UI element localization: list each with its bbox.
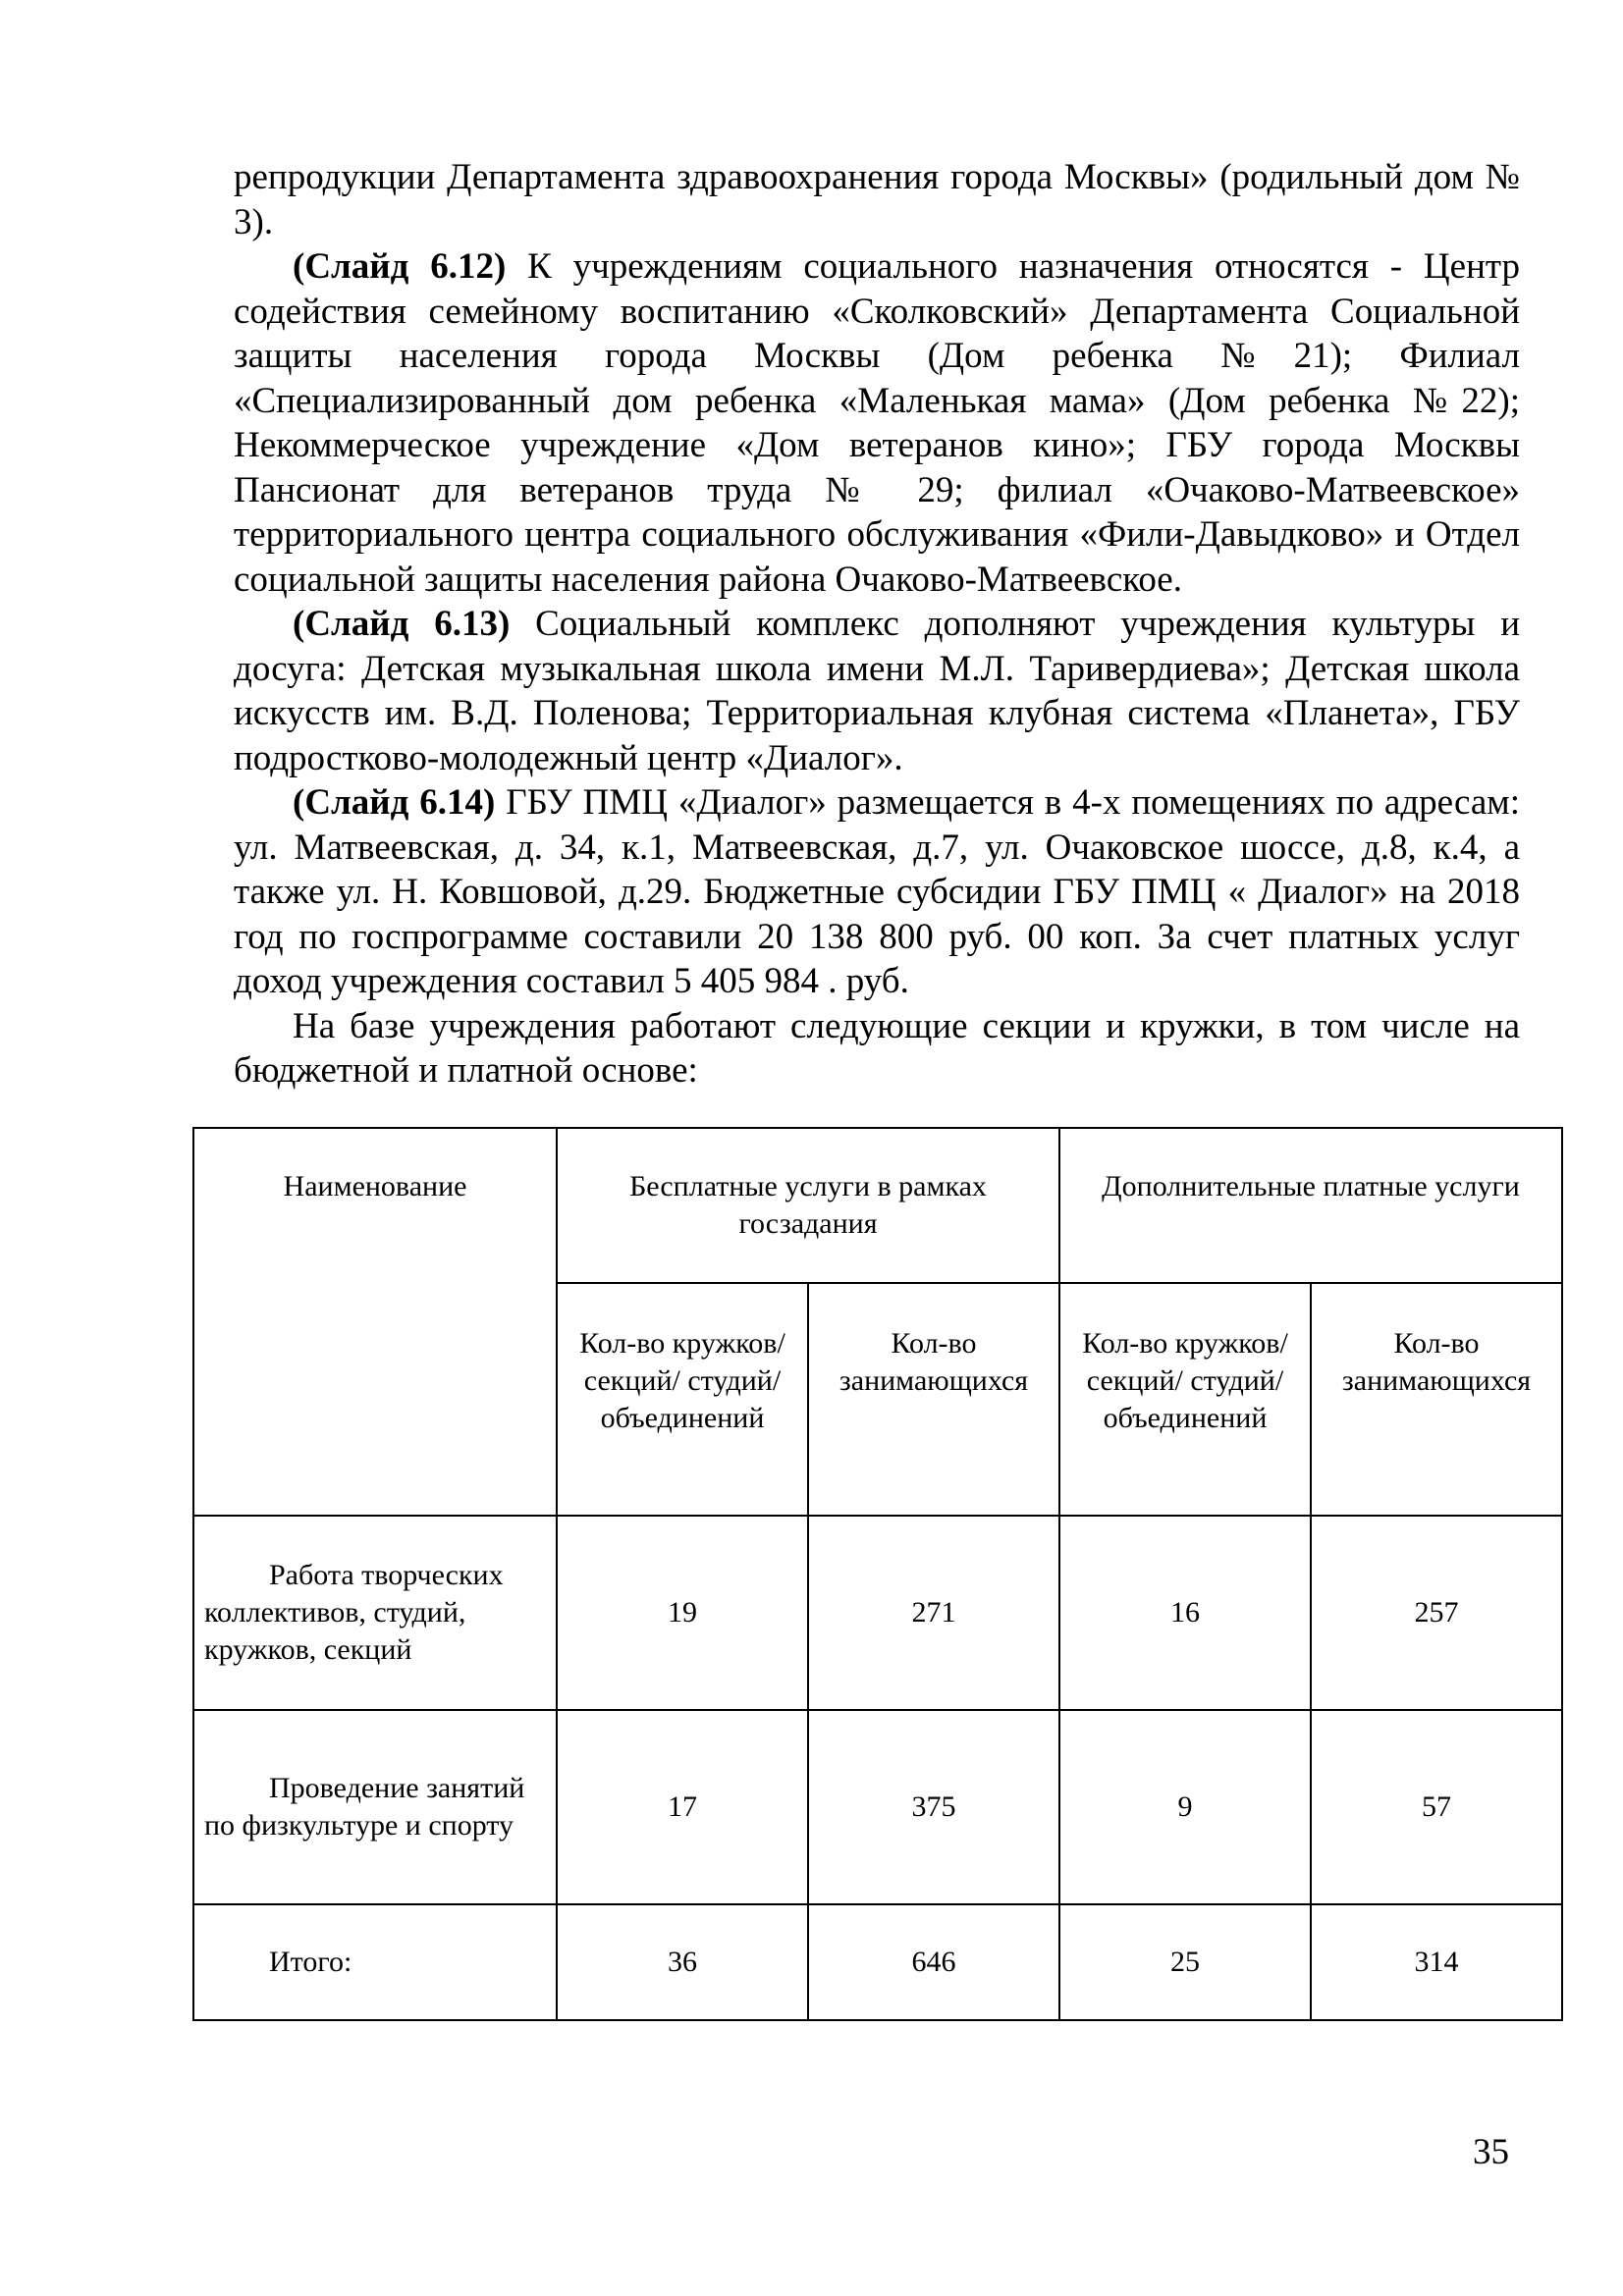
slide-label: (Слайд 6.13) [293, 604, 511, 644]
slide-label: (Слайд 6.14) [293, 782, 496, 823]
row-label: Проведение занятий по физкультуре и спорту [193, 1710, 557, 1904]
subheader-free-clubs: Кол-во кружков/ секций/ студий/ объединений [557, 1283, 808, 1516]
paragraph-text: Социальный комплекс дополняют учреждения культуры и досуга: Детская музыкальная школа имени М.Л. Таривердиева»; Детская школа искусств им. В.Д. Поленова; Территориальная клубная система «Планета», ГБУ подростково-молодежный центр «Диалог». [234, 604, 1520, 778]
slide-label: (Слайд 6.12) [293, 246, 507, 287]
cell-paid-people: 257 [1311, 1516, 1562, 1710]
paragraph-slide-6-14 [234, 780, 1520, 1004]
subheader-paid-people: Кол-во занимающихся [1311, 1283, 1562, 1516]
paragraph-text: ГБУ ПМЦ «Диалог» размещается в 4-х помещениях по адресам: ул. Матвеевская, д. 34, к.1, Матвеевская, д.7, ул. Очаковское шоссе, д.8, к.4, а также ул. Н. Ковшовой, д.29. Бюджетные субсидии ГБУ ПМЦ « Диалог» на 2018 год по госпрограмме составили 20 138 800 руб. 00 коп. За счет платных услуг доход учреждения составил 5 405 984 . руб. [234, 782, 1520, 1001]
cell-free-clubs: 19 [557, 1516, 808, 1710]
body-text [234, 155, 1520, 1094]
cell-free-people: 375 [808, 1710, 1059, 1904]
cell-paid-clubs: 9 [1059, 1710, 1311, 1904]
header-paid-services: Дополнительные платные услуги [1059, 1128, 1562, 1283]
cell-free-clubs: 17 [557, 1710, 808, 1904]
table-header-row [193, 1128, 1562, 1283]
table-row [193, 1516, 1562, 1710]
subheader-paid-clubs: Кол-во кружков/ секций/ студий/ объединений [1059, 1283, 1311, 1516]
row-label: Работа творческих коллективов, студий, кружков, секций [193, 1516, 557, 1710]
subheader-free-people: Кол-во занимающихся [808, 1283, 1059, 1516]
table-row [193, 1710, 1562, 1904]
cell-paid-people: 57 [1311, 1710, 1562, 1904]
header-name: Наименование [193, 1128, 557, 1516]
cell-paid-clubs: 16 [1059, 1516, 1311, 1710]
page-number: 35 [1473, 2132, 1509, 2172]
cell-total-paid-people: 314 [1311, 1904, 1562, 2020]
cell-total-free-clubs: 36 [557, 1904, 808, 2020]
header-free-services: Бесплатные услуги в рамках госзадания [557, 1128, 1059, 1283]
paragraph-1: репродукции Департамента здравоохранения города Москвы» (родильный дом № 3). [234, 157, 1520, 242]
paragraph-text: К учреждениям социального назначения относятся - Центр содействия семейному воспитанию «Сколковский» Департамента Социальной защиты населения города Москвы (Дом ребенка №21); Филиал «Специализированный дом ребенка «Маленькая мама» (Дом ребенка №22); Некоммерческое учреждение «Дом ветеранов кино»; ГБУ города Москвы Пансионат для ветеранов труда № 29; филиал «Очаково-Матвеевское» территориального центра социального обслуживания «Фили-Давыдково» и Отдел социальной защиты населения района Очаково-Матвеевское. [234, 246, 1520, 600]
cell-free-people: 271 [808, 1516, 1059, 1710]
table-row-total [193, 1904, 1562, 2020]
paragraph-slide-6-12 [234, 244, 1520, 602]
paragraph-intro-table: На базе учреждения работают следующие секции и кружки, в том числе на бюджетной и платной основе: [234, 1005, 1520, 1091]
cell-total-paid-clubs: 25 [1059, 1904, 1311, 2020]
services-table [192, 1127, 1563, 2021]
row-label-total: Итого: [193, 1904, 557, 2020]
cell-total-free-people: 646 [808, 1904, 1059, 2020]
paragraph-slide-6-13 [234, 602, 1520, 780]
services-table-wrapper [192, 1127, 1563, 2021]
